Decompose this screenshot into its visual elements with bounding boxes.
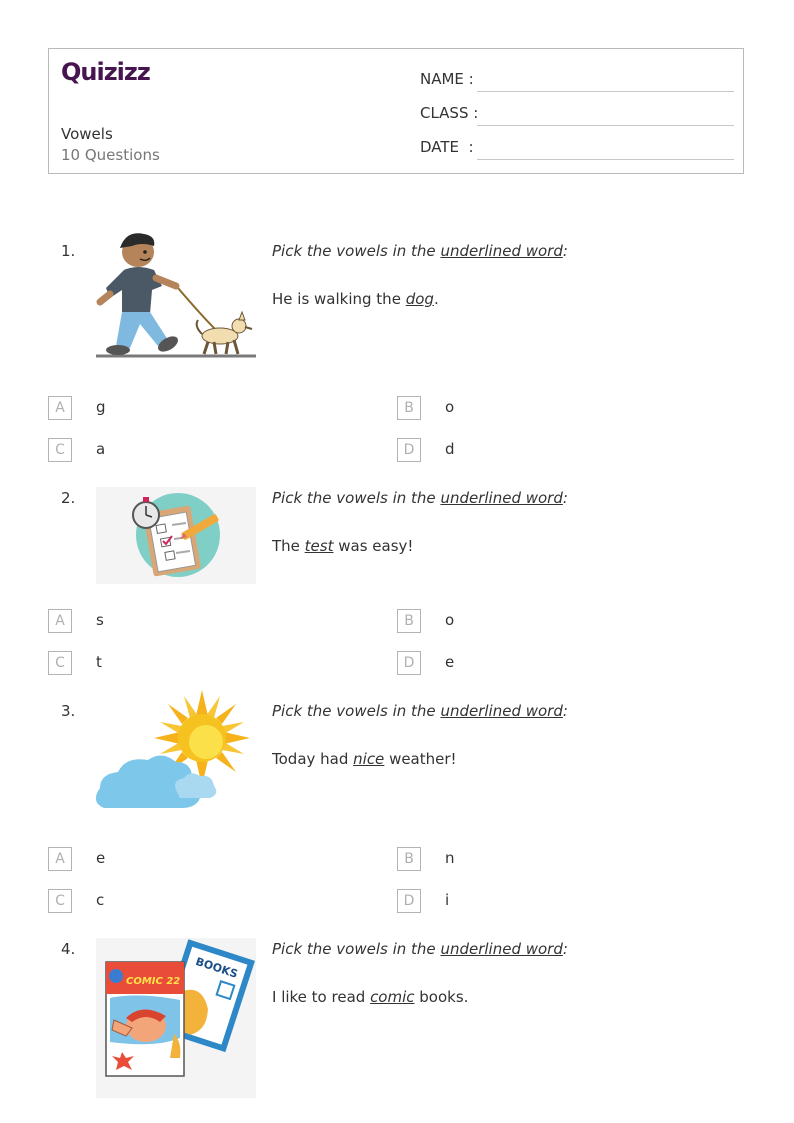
option-text: o	[445, 611, 455, 629]
question-count: 10 Questions	[61, 146, 160, 164]
option-letter: A	[48, 609, 72, 633]
target-word: nice	[353, 750, 385, 768]
option-text: c	[96, 891, 105, 909]
underlined-word-label: underlined word	[440, 489, 563, 507]
option-letter: D	[397, 651, 421, 675]
underlined-word-label: underlined word	[440, 702, 563, 720]
option-letter: B	[397, 396, 421, 420]
logo-text: Quizizz	[61, 58, 150, 86]
name-field	[420, 66, 734, 90]
option-letter: B	[397, 609, 421, 633]
quizizz-logo	[61, 58, 150, 86]
class-label: CLASS :	[420, 104, 479, 122]
sun-and-cloud-image	[96, 690, 256, 814]
option-letter: A	[48, 847, 72, 871]
comic-cover-text: COMIC 22	[126, 976, 181, 987]
name-line	[477, 91, 734, 92]
date-field	[420, 134, 734, 158]
underlined-word-label: underlined word	[440, 242, 563, 260]
boy-walking-dog-image	[96, 230, 256, 360]
option-letter: D	[397, 438, 421, 462]
question-sentence: Today had nice weather!	[272, 750, 457, 768]
option-letter: C	[48, 651, 72, 675]
option-text: s	[96, 611, 104, 629]
question-number: 2.	[61, 489, 76, 507]
underlined-word-label: underlined word	[440, 940, 563, 958]
clipboard-test-image	[96, 487, 256, 584]
target-word: test	[304, 537, 334, 555]
option-letter: B	[397, 847, 421, 871]
question-number: 1.	[61, 242, 76, 260]
question-number: 4.	[61, 940, 76, 958]
option-text: n	[445, 849, 455, 867]
option-text: e	[445, 653, 455, 671]
class-field	[420, 100, 734, 124]
question-prompt: Pick the vowels in the underlined word:	[272, 940, 568, 958]
option-text: i	[445, 891, 450, 909]
worksheet-title: Vowels	[61, 125, 113, 143]
question-sentence: The test was easy!	[272, 537, 414, 555]
worksheet-header	[48, 48, 744, 174]
question-prompt: Pick the vowels in the underlined word:	[272, 242, 568, 260]
option-letter: C	[48, 438, 72, 462]
class-line	[477, 125, 734, 126]
option-letter: A	[48, 396, 72, 420]
question-sentence: I like to read comic books.	[272, 988, 469, 1006]
books-cover-text: BOOKS	[193, 954, 240, 981]
target-word: comic	[370, 988, 415, 1006]
date-line	[477, 159, 734, 160]
option-text: g	[96, 398, 106, 416]
question-sentence: He is walking the dog.	[272, 290, 439, 308]
comic-books-image	[96, 938, 256, 1098]
target-word: dog	[405, 290, 434, 308]
option-letter: D	[397, 889, 421, 913]
date-label: DATE :	[420, 138, 474, 156]
question-number: 3.	[61, 702, 76, 720]
question-prompt: Pick the vowels in the underlined word:	[272, 702, 568, 720]
option-text: e	[96, 849, 106, 867]
option-text: o	[445, 398, 455, 416]
name-label: NAME :	[420, 70, 474, 88]
question-prompt: Pick the vowels in the underlined word:	[272, 489, 568, 507]
option-text: d	[445, 440, 455, 458]
option-text: t	[96, 653, 102, 671]
option-letter: C	[48, 889, 72, 913]
option-text: a	[96, 440, 106, 458]
